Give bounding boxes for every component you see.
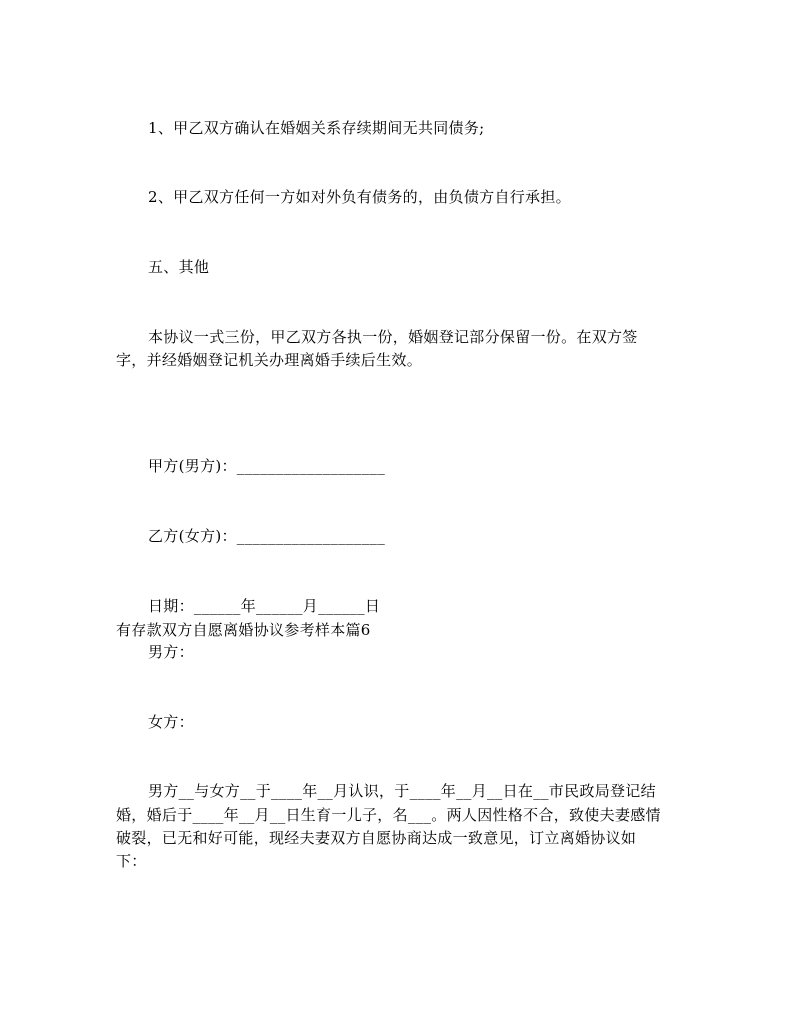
debt-clause-1: 1、甲乙双方确认在婚姻关系存续期间无共同债务;: [148, 119, 485, 137]
copies-clause-line-2: 字，并经婚姻登记机关办理离婚手续后生效。: [116, 351, 423, 369]
debt-clause-2: 2、甲乙双方任何一方如对外负有债务的，由负债方自行承担。: [148, 188, 571, 206]
copies-clause-line-1: 本协议一式三份，甲乙双方各执一份，婚姻登记部分保留一份。在双方签: [148, 328, 638, 346]
intro-paragraph-line-1: 男方__与女方__于____年__月认识，于____年__月__日在__市民政局登记结: [148, 782, 656, 800]
intro-paragraph-line-4: 下：: [116, 852, 147, 870]
section-heading-other: 五、其他: [148, 258, 210, 276]
party-b-signature-line: 乙方(女方)：___________________: [148, 527, 386, 545]
date-line: 日期：______年______月______日: [148, 597, 381, 615]
husband-label: 男方：: [148, 643, 194, 661]
sample-title: 有存款双方自愿离婚协议参考样本篇6: [116, 621, 371, 639]
wife-label: 女方：: [148, 713, 194, 731]
party-a-signature-line: 甲方(男方)：___________________: [148, 457, 386, 475]
intro-paragraph-line-3: 破裂，已无和好可能，现经夫妻双方自愿协商达成一致意见，订立离婚协议如: [116, 829, 637, 847]
intro-paragraph-line-2: 婚，婚后于____年__月__日生育一儿子，名___。两人因性格不合，致使夫妻感情: [116, 806, 661, 824]
